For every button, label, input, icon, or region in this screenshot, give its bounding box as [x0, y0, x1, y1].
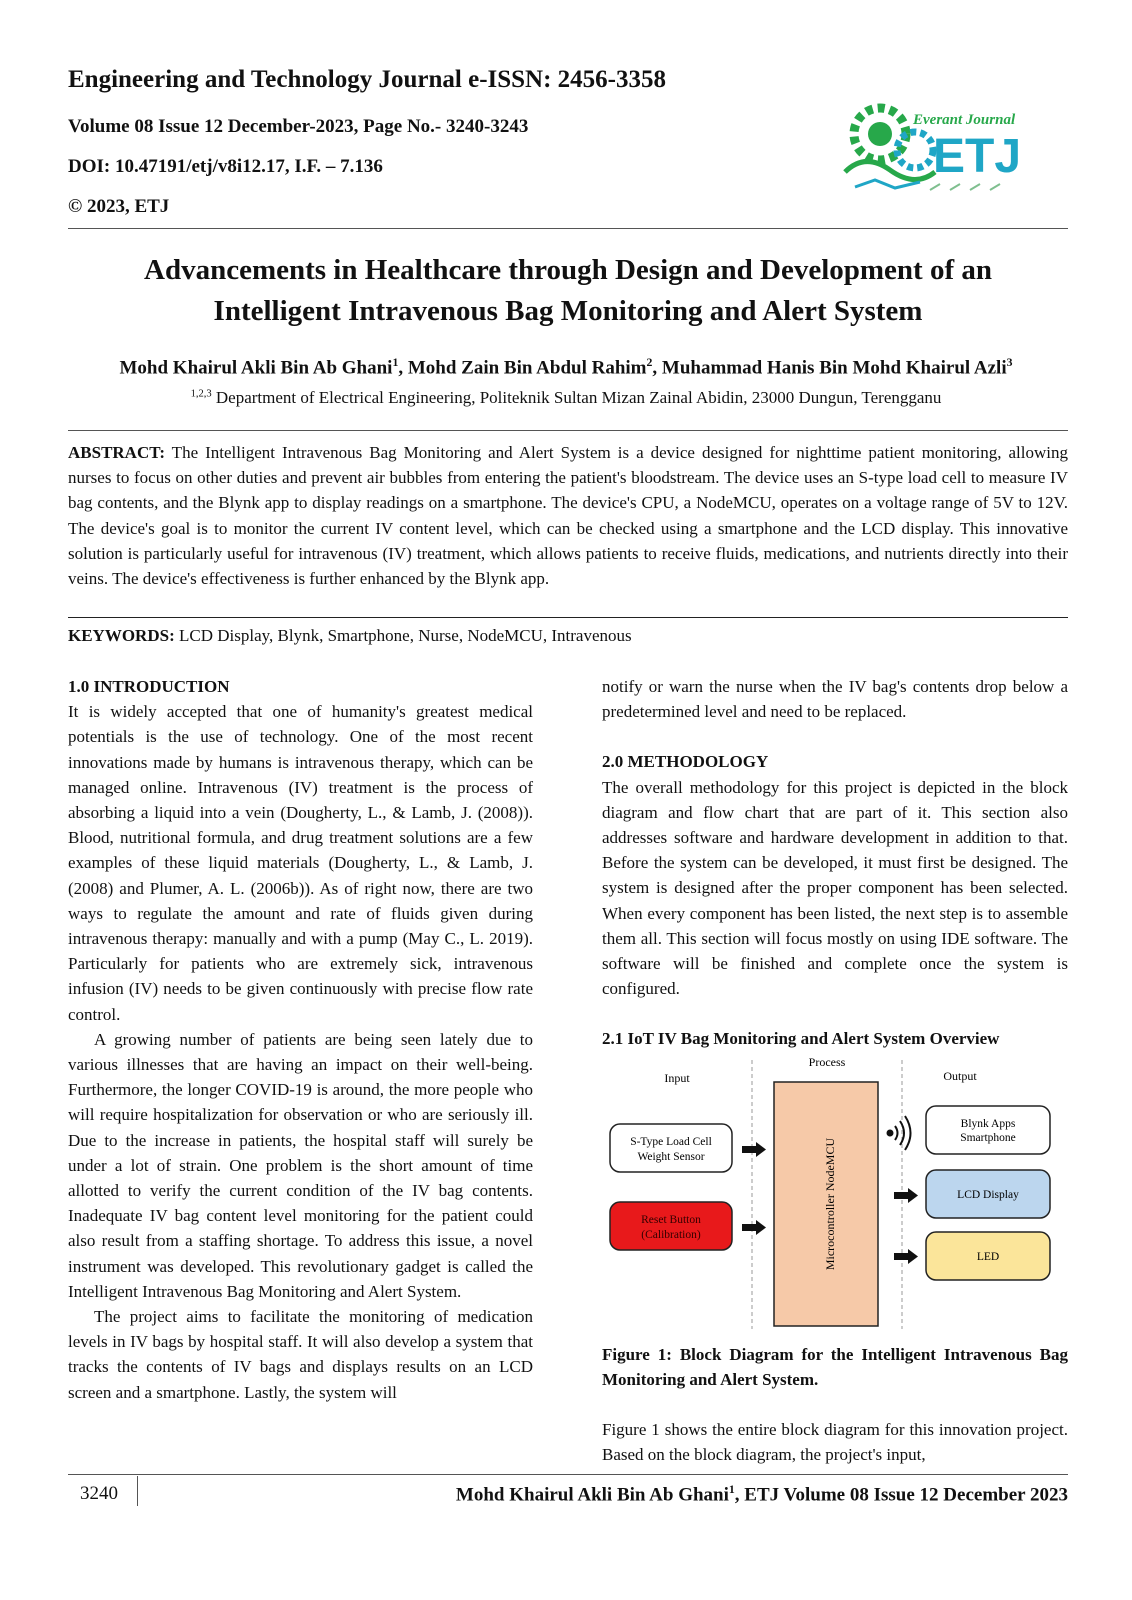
volume-info: Volume 08 Issue 12 December-2023, Page No.- 3240-3243 [68, 116, 529, 137]
author-list: Mohd Khairul Akli Bin Ab Ghani$^1$, Mohd Zain Bin Abdul Rahim$^2$, Muhammad Hanis Bin Mohd Khairul Azli$^3$ [119, 356, 1013, 379]
page-number: 3240 [80, 1483, 118, 1504]
affiliation: $^{1,2,3}$ Department of Electrical Engineering, Politeknik Sultan Mizan Zainal Abidin, 23000 Dungun, Terengganu [190, 388, 942, 407]
author-1: Mohd Khairul Akli Bin Ab Ghani [119, 357, 393, 379]
running-footer: Mohd Khairul Akli Bin Ab Ghani$^1$, ETJ Volume 08 Issue 12 December 2023 [455, 1483, 1068, 1506]
nodemcu-label: Microcontroller NodeMCU [823, 1137, 837, 1270]
load-cell-box [610, 1124, 732, 1172]
intro-paragraph-1: It is widely accepted that one of humanity's greatest medical potentials is the use of technology. One of the most recent innovations made by humans is intravenous therapy, which can be managed online. Intravenous (IV) treatment is the process of absorbing a liquid into a vein (Dougherty, L., & Lamb, J. (2008)). Blood, nutritional formula, and drug treatment solutions are a few examples of these liquid materials (Dougherty, L., & Lamb, J. (2008) and Plumer, A. L. (2006b)). As of right now, there are two ways to regulate the amount and rate of fluids given during intravenous therapy: manually and with a pump (May C., L. 2019). Particularly for patients who are extremely sick, intravenous infusion (IV) needs to be given continuously with precise flow rate control. [68, 702, 533, 1024]
led-label: LED [976, 1250, 1000, 1263]
intro-paragraph-3: The project aims to facilitate the monitoring of medication levels in IV bags by hospital staff. It will also develop a system that tracks the contents of IV bags and displays results on an LCD screen and a smartphone. Lastly, the system will [68, 1307, 533, 1402]
abstract [68, 440, 1068, 591]
journal-title: Engineering and Technology Journal e-ISSN: 2456-3358 [68, 66, 667, 93]
author-3: Muhammad Hanis Bin Mohd Khairul Azli [661, 357, 1007, 379]
reset-label-2: (Calibration) [641, 1228, 701, 1241]
paper-title [68, 250, 1068, 332]
keywords-text: LCD Display, Blynk, Smartphone, Nurse, NodeMCU, Intravenous [174, 626, 632, 645]
copyright: © 2023, ETJ [68, 196, 170, 217]
figure-caption: Figure 1: Block Diagram for the Intelligent Intravenous Bag Monitoring and Alert System. [602, 1344, 1068, 1389]
blynk-label-1: Blynk Apps [960, 1117, 1016, 1130]
reset-button-box [610, 1202, 732, 1250]
etj-logo [835, 92, 1045, 202]
blynk-label-2: Smartphone [960, 1131, 1016, 1144]
methodology-heading: 2.0 METHODOLOGY [602, 752, 769, 772]
methodology-paragraph-2: Figure 1 shows the entire block diagram for this innovation project. Based on the block diagram, the project's input, [602, 1420, 1068, 1465]
reset-label-1: Reset Button [641, 1213, 701, 1226]
keywords-label: KEYWORDS: [68, 626, 175, 645]
wireless-signal-icon [888, 1116, 911, 1150]
intro-paragraph-3-cont: notify or warn the nurse when the IV bag's contents drop below a predetermined level and need to be replaced. [602, 677, 1068, 722]
output-label: Output [943, 1068, 977, 1083]
abstract-label: ABSTRACT: [68, 443, 165, 462]
left-column [68, 674, 533, 1405]
title-line-1: Advancements in Healthcare through Design and Development of an [144, 254, 992, 286]
load-cell-label-2: Weight Sensor [637, 1150, 705, 1163]
doi-info: DOI: 10.47191/etj/v8i12.17, I.F. – 7.136 [68, 156, 383, 177]
arrow-icon [742, 1142, 766, 1235]
keywords [68, 626, 632, 646]
title-line-2: Intelligent Intravenous Bag Monitoring and Alert System [213, 295, 923, 327]
lcd-label: LCD Display [957, 1188, 1019, 1201]
process-label: Process [808, 1054, 846, 1069]
methodology-paragraph-1: The overall methodology for this project is depicted in the block diagram and flow chart that are part of it. This section also addresses software and hardware development in addition to that. Before the system can be developed, it must first be designed. The system is designed after the proper component has been selected. When every component has been listed, the next step is to assemble them all. This section will focus mostly on using IDE software. The software will be finished and complete once the system is configured. [602, 777, 1068, 999]
right-column [602, 674, 1068, 1467]
overview-heading: 2.1 IoT IV Bag Monitoring and Alert System Overview [602, 1029, 1000, 1049]
logo-text-top: Everant Journal [913, 112, 1016, 128]
input-label: Input [664, 1070, 690, 1085]
load-cell-label-1: S-Type Load Cell [630, 1135, 712, 1148]
abstract-text: The Intelligent Intravenous Bag Monitoring and Alert System is a device designed for nighttime patient monitoring, allowing nurses to focus on other duties and prevent air bubbles from entering the patient's bloodstream. The device uses an S-type load cell to measure IV bag contents, and the Blynk app to display readings on a smartphone. The device's CPU, a NodeMCU, operates on a voltage range of 5V to 12V. The device's goal is to monitor the current IV content level, which can be checked using a smartphone and the LCD display. This innovative solution is particularly useful for intravenous (IV) treatment, which allows patients to receive fluids, medications, and nutrients directly into their veins. The device's effectiveness is further enhanced by the Blynk app. [68, 443, 1068, 589]
block-diagram [602, 1054, 1068, 1334]
arrow-icon [894, 1188, 918, 1264]
intro-heading: 1.0 INTRODUCTION [68, 677, 230, 696]
intro-paragraph-2: A growing number of patients are being seen lately due to various illnesses that are having an impact on their well-being. Furthermore, the longer COVID-19 is around, the more people who will require hospitalization for observation or who are seriously ill. Due to the increase in patients, the hospital staff will surely be under a lot of strain. One problem is the short amount of time allotted to verify the current condition of the IV bag contents. Inadequate IV bag content level monitoring for the patient could also result from a staffing shortage. To address this issue, a novel instrument was developed. This revolutionary gadget is called the Intelligent Intravenous Bag Monitoring and Alert System. [68, 1029, 533, 1301]
author-2: Mohd Zain Bin Abdul Rahim [407, 357, 647, 379]
logo-text-main: ETJ [933, 130, 1022, 183]
blynk-box [926, 1106, 1050, 1154]
